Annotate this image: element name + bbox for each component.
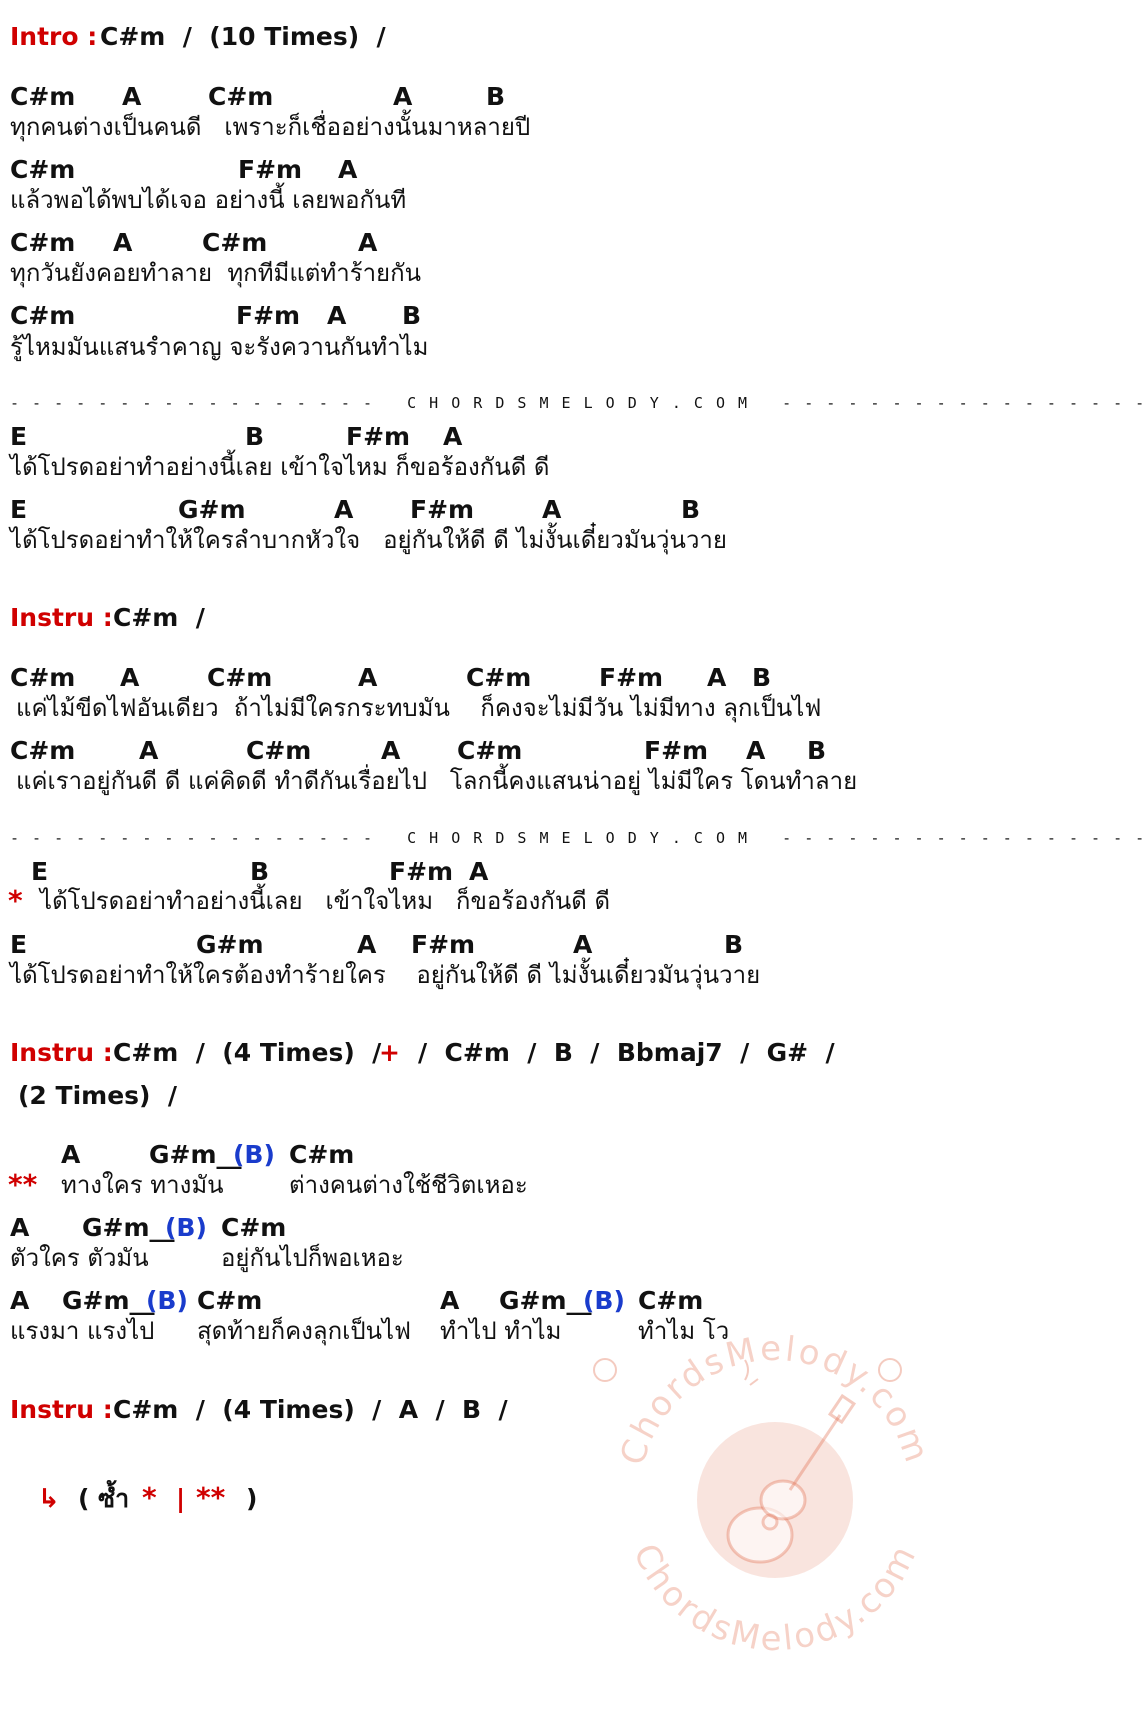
chord: C#m — [289, 1140, 355, 1169]
lyric: แค่ไม้ขีดไฟอันเดียว ถ้าไม่มีใครกระทบมัน ก็คงจะไม่มีวัน ไม่มีทาง ลุกเป็นไฟ — [16, 694, 822, 722]
chord: G#m — [196, 930, 264, 959]
chord: G#m__ — [499, 1286, 592, 1315]
repeat-divider: | — [176, 1484, 186, 1513]
chord: G#m__ — [82, 1213, 175, 1242]
chord: E — [10, 422, 28, 451]
chord: F#m — [238, 155, 303, 184]
return-arrow-icon: ↳ — [38, 1484, 60, 1514]
lyric: ทุกคนต่างเป็นคนดี เพราะก็เชื่ออย่างนั้นมาหลายปี — [10, 113, 531, 141]
chord-optional: (B) — [146, 1286, 188, 1315]
lyric: ได้โปรดอย่าทำอย่างนี้เลย เข้าใจไหม ก็ขอร้องกันดี ดี — [10, 453, 550, 481]
chord: C#m — [207, 663, 273, 692]
instru-label: Instru : — [10, 603, 113, 632]
chord: E — [10, 495, 28, 524]
chord: B — [486, 82, 506, 111]
chord: A — [327, 301, 347, 330]
chord: F#m — [346, 422, 411, 451]
chord: G#m__ — [149, 1140, 242, 1169]
lyric: แค่เราอยู่กันดี ดี แค่คิดดี ทำดีกันเรื่อยไป โลกนี้คงแสนน่าอยู่ ไม่มีใคร โดนทำลาย — [16, 767, 858, 795]
lyric: แล้วพอได้พบได้เจอ อย่างนี้ เลยพอกันที — [10, 186, 407, 214]
marker-double-star: ** — [196, 1481, 226, 1514]
chord: A — [61, 1140, 81, 1169]
chord: C#m — [10, 736, 76, 765]
intro-label: Intro : — [10, 22, 98, 51]
chord: F#m — [410, 495, 475, 524]
svg-text:ChordsMelody.com: ChordsMelody.com — [612, 1328, 938, 1470]
chord: B — [402, 301, 422, 330]
instru-sequence: / C#m / B / Bbmaj7 / G# / — [418, 1038, 835, 1067]
chord: A — [334, 495, 354, 524]
chord: A — [113, 228, 133, 257]
chord: B — [250, 857, 270, 886]
chord: A — [469, 857, 489, 886]
chord: A — [120, 663, 140, 692]
marker-star: * — [8, 884, 23, 917]
instru-label: Instru : — [10, 1038, 113, 1067]
chord: A — [542, 495, 562, 524]
chord: A — [358, 663, 378, 692]
chord-optional: (B) — [583, 1286, 625, 1315]
instru-label: Instru : — [10, 1395, 113, 1424]
chord: G#m — [178, 495, 246, 524]
chord: C#m — [638, 1286, 704, 1315]
chord: B — [807, 736, 827, 765]
chord: A — [358, 228, 378, 257]
chord: C#m — [221, 1213, 287, 1242]
separator: - - - - - - - - - - - - - - - - - C H O R D S M E L O D Y . C O M - - - - - - - - - - - - - - - - - — [10, 394, 1146, 412]
lyric: ได้โปรดอย่าทำอย่างนี้เลย เข้าใจไหม ก็ขอร้องกันดี ดี — [40, 887, 611, 915]
lyric: ทำไม โว — [638, 1317, 730, 1345]
intro-sequence: C#m / (10 Times) / — [100, 22, 386, 51]
lyric: ต่างคนต่างใช้ชีวิตเหอะ — [289, 1171, 528, 1199]
chord: F#m — [389, 857, 454, 886]
lyric: ทุกวันยังคอยทำลาย ทุกทีมีแต่ทำร้ายกัน — [10, 259, 422, 287]
svg-text:ChordsMelody.com: ChordsMelody.com — [625, 1537, 926, 1660]
chordsmelody-watermark-logo — [583, 1286, 965, 1700]
repeat-close: ) — [246, 1484, 258, 1513]
chord: F#m — [236, 301, 301, 330]
chord: B — [752, 663, 772, 692]
chord: E — [10, 930, 28, 959]
lyric: แรงมา แรงไป — [10, 1317, 155, 1345]
chord: A — [10, 1213, 30, 1242]
chord: B — [245, 422, 265, 451]
chord: F#m — [599, 663, 664, 692]
separator: - - - - - - - - - - - - - - - - - C H O R D S M E L O D Y . C O M - - - - - - - - - - - - - - - - - — [10, 829, 1146, 847]
chord: E — [31, 857, 49, 886]
chord: F#m — [644, 736, 709, 765]
chord: A — [393, 82, 413, 111]
chord: C#m — [10, 155, 76, 184]
chord: A — [440, 1286, 460, 1315]
lyric: อยู่กันไปก็พอเหอะ — [221, 1244, 404, 1272]
chord: A — [338, 155, 358, 184]
instru-sequence: C#m / (4 Times) / — [113, 1038, 382, 1067]
repeat-open: ( ซ้ำ — [78, 1484, 130, 1513]
chord: A — [746, 736, 766, 765]
instru-sequence: C#m / — [113, 603, 205, 632]
instru-sequence: C#m / (4 Times) / A / B / — [113, 1395, 508, 1424]
chord: C#m — [10, 228, 76, 257]
chord: A — [381, 736, 401, 765]
chord: A — [139, 736, 159, 765]
lyric: ตัวใคร ตัวมัน — [10, 1244, 149, 1272]
marker-double-star: ** — [8, 1168, 38, 1201]
chord: B — [681, 495, 701, 524]
chord: A — [573, 930, 593, 959]
chord: C#m — [466, 663, 532, 692]
instru-sequence: (2 Times) / — [18, 1081, 177, 1110]
chord: B — [724, 930, 744, 959]
lyric: ทำไป ทำไม — [440, 1317, 562, 1345]
lyric: ได้โปรดอย่าทำให้ใครต้องทำร้ายใคร อยู่กันให้ดี ดี ไม่งั้นเดี๋ยวมันวุ่นวาย — [10, 961, 761, 989]
chord-optional: (B) — [165, 1213, 207, 1242]
chord: A — [10, 1286, 30, 1315]
marker-star: * — [142, 1481, 157, 1514]
chord: A — [122, 82, 142, 111]
chord: C#m — [10, 82, 76, 111]
chord: C#m — [10, 301, 76, 330]
chord: C#m — [10, 663, 76, 692]
plus-marker: + — [379, 1038, 400, 1067]
lyric: ทางใคร ทางมัน — [61, 1171, 224, 1199]
chord: A — [443, 422, 463, 451]
chord: C#m — [208, 82, 274, 111]
chord: G#m__ — [62, 1286, 155, 1315]
lyric: รู้ไหมมันแสนรำคาญ จะรังควานกันทำไม — [10, 333, 429, 361]
chord: C#m — [246, 736, 312, 765]
chord-optional: (B) — [233, 1140, 275, 1169]
chord: C#m — [457, 736, 523, 765]
lyric: ได้โปรดอย่าทำให้ใครลำบากหัวใจ อยู่กันให้ดี ดี ไม่งั้นเดี๋ยวมันวุ่นวาย — [10, 526, 727, 554]
chord: F#m — [411, 930, 476, 959]
chord: C#m — [202, 228, 268, 257]
chord: A — [357, 930, 377, 959]
chord: C#m — [197, 1286, 263, 1315]
chord: A — [707, 663, 727, 692]
lyric: สุดท้ายก็คงลุกเป็นไฟ — [197, 1317, 412, 1345]
